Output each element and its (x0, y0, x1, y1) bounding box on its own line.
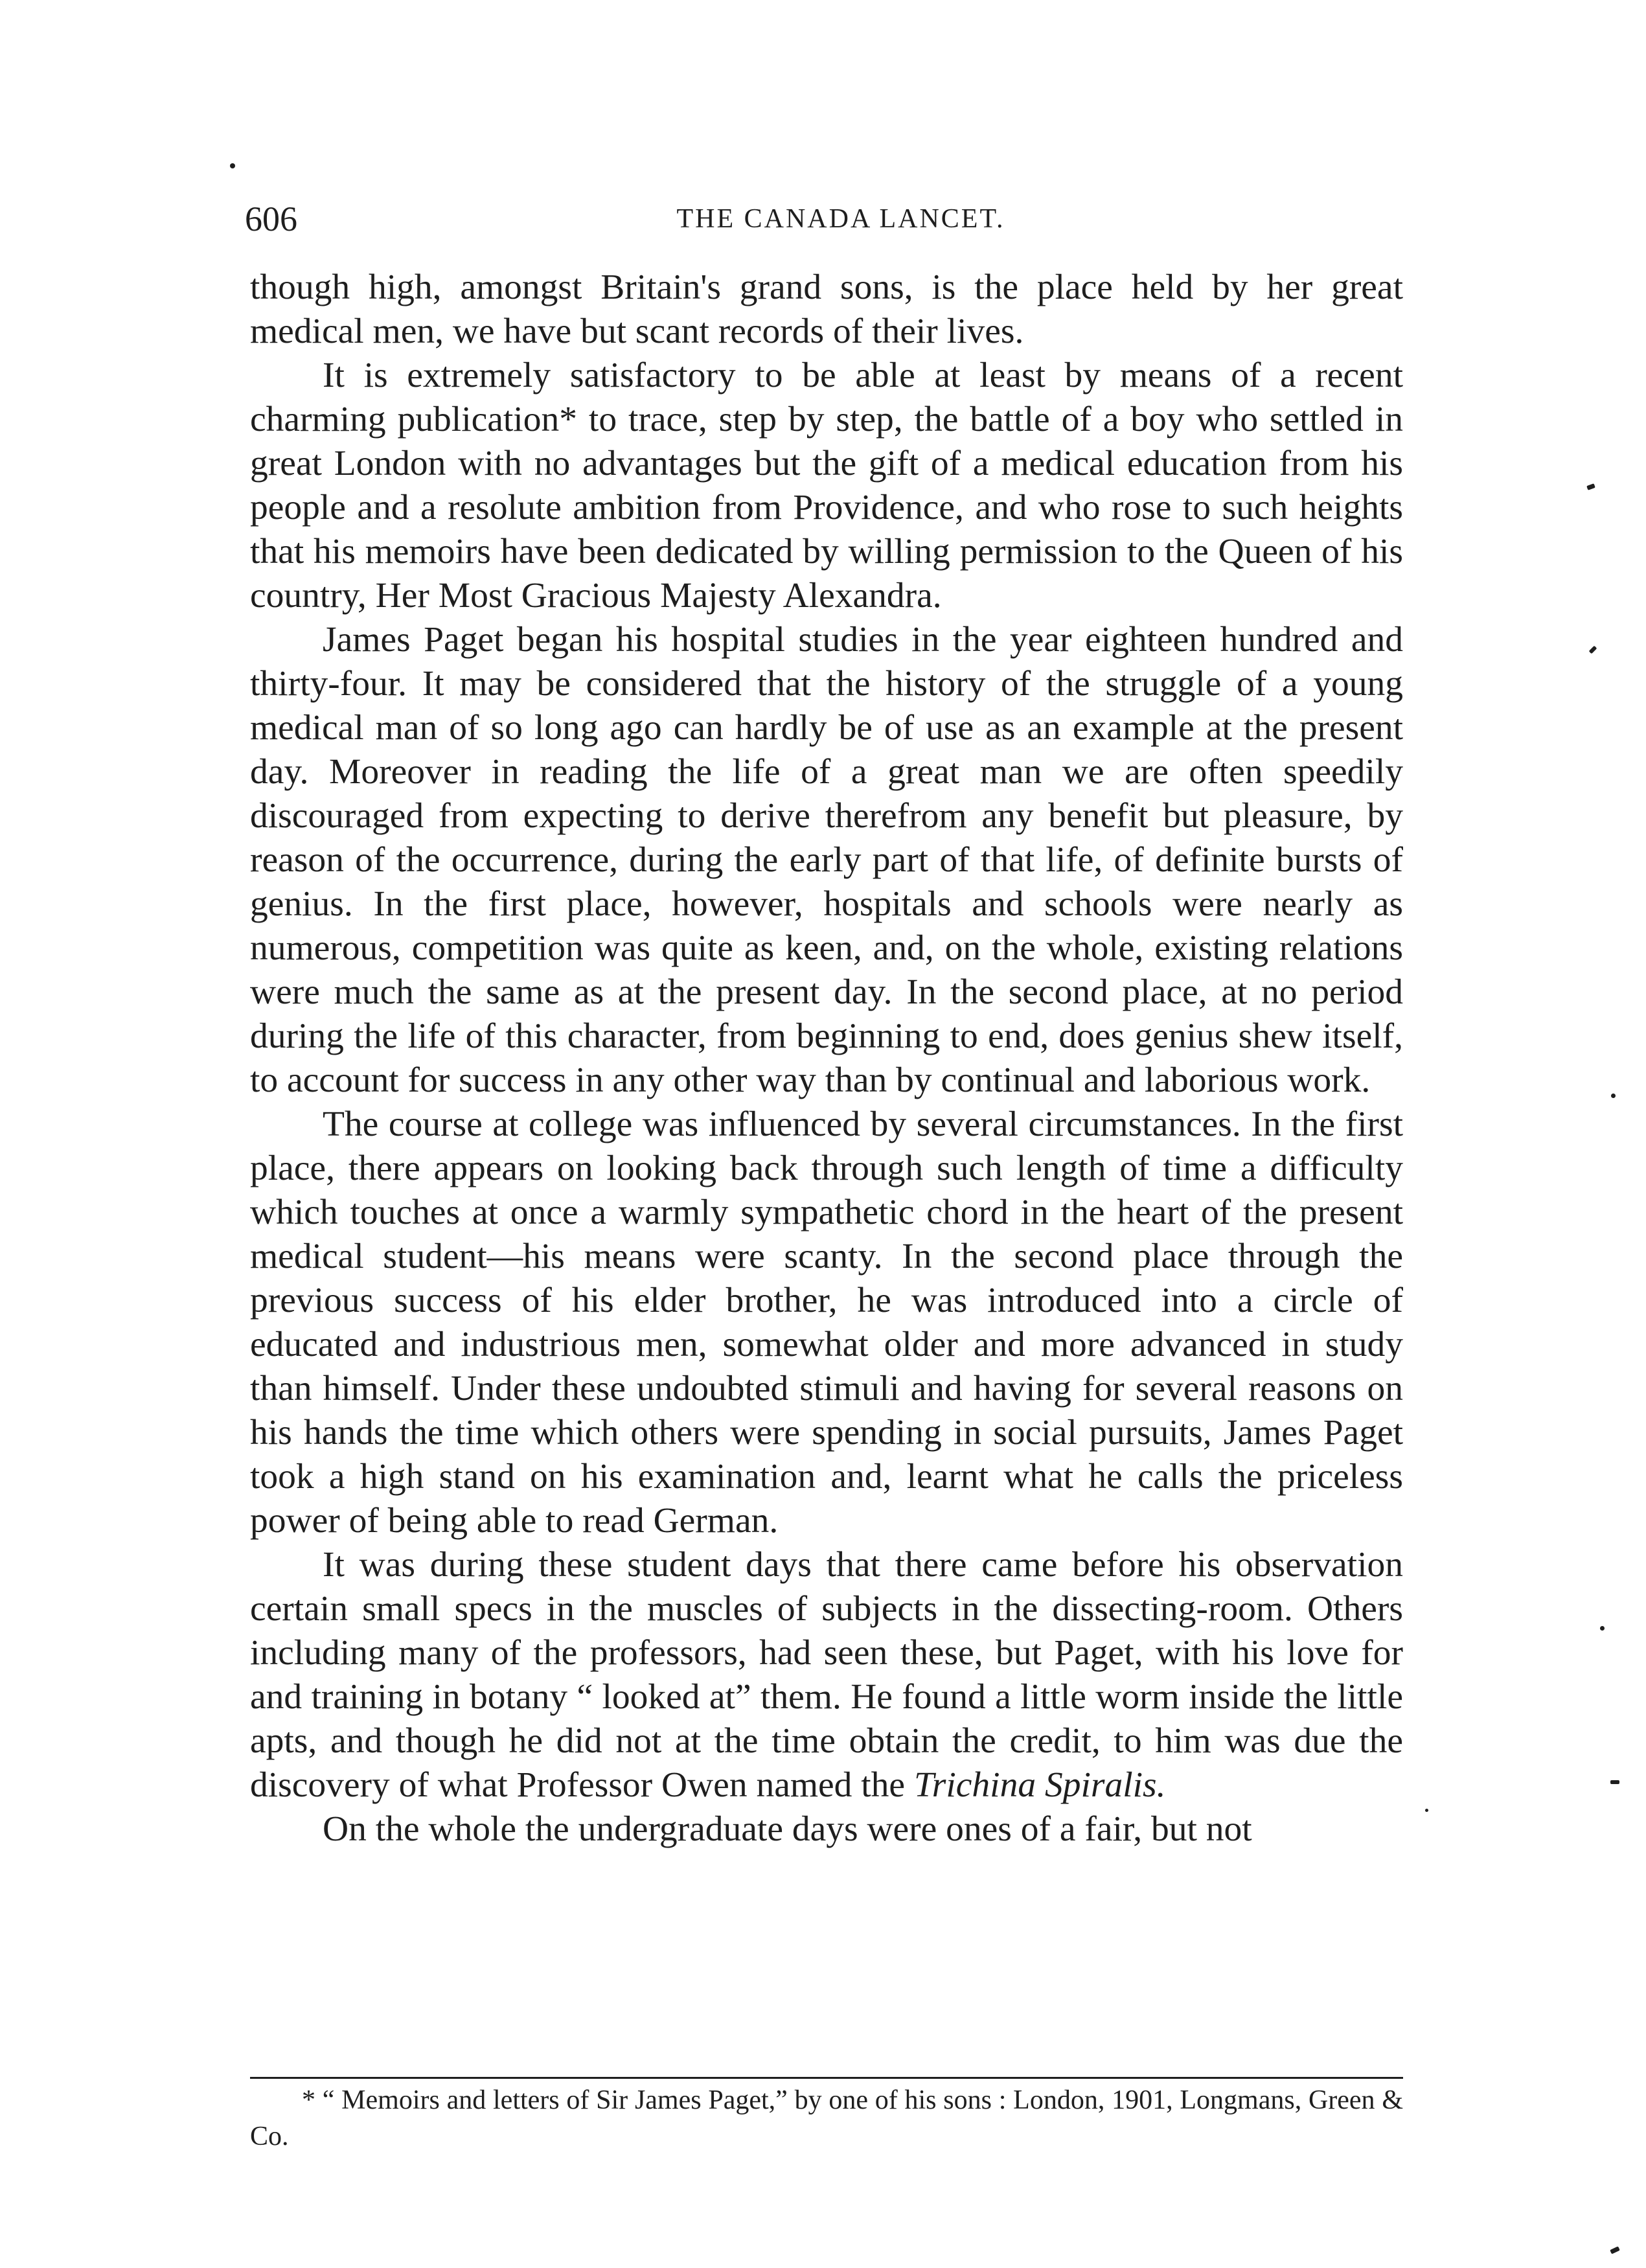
margin-dot (230, 163, 235, 168)
margin-dot (1611, 1094, 1616, 1098)
article-body (250, 266, 1403, 1851)
paragraph-trichina-discovery (250, 1543, 1403, 1807)
footnote (250, 2082, 1403, 2155)
paragraph-hospital-studies: James Paget began his hospital studies in the year eighteen hundred and thirty-four. It may be considered that the history of the struggle of a young medical man of so long ago can hardly be of use as an example at the present day. Moreover in reading the life of a great man we are often speedily discouraged from expecting to derive therefrom any benefit but pleasure, by reason of the occurrence, during the early part of that life, of definite bursts of genius. In the first place, however, hospitals and schools were nearly as numerous, competition was quite as keen, and, on the whole, existing relations were much the same as at the present day. In the second place, at no period during the life of this character, from beginning to end, does genius shew itself, to account for success in any other way than by continual and laborious work. (250, 620, 1403, 1100)
page-number: 606 (245, 200, 297, 238)
running-title: THE CANADA LANCET. (676, 204, 1005, 234)
margin-mark (1589, 646, 1597, 654)
paragraph-trichina-text: It was during these student days that there came before his observation certain small specs in the muscles of subjects in the dissecting-room. Others including many of the professors, had seen these, but Paget, with his love for and training in botany “ looked at” them. He found a little worm inside the little apts, and though he did not at the time obtain the credit, to him was due the discovery of what Professor Owen named the (250, 1545, 1403, 1805)
paragraph-publication: It is extremely satisfactory to be able at least by means of a recent charming publication* to trace, step by step, the battle of a boy who settled in great London with no advantages but the gift of a medical education from his people and a resolute ambition from Providence, and who rose to such heights that his memoirs have been dedicated by willing permission to the Queen of his country, Her Most Gracious Majesty Alexandra. (250, 356, 1403, 615)
page-header (245, 193, 1398, 245)
species-name: Trichina Spiralis. (913, 1765, 1166, 1805)
margin-dot (1600, 1626, 1605, 1631)
paragraph-college-course: The course at college was influenced by several circumstances. In the first place, there appears on looking back through such length of time a difficulty which touches at once a warmly sympathetic chord in the heart of the present medical student—his means were scanty. In the second place through the previous success of his elder brother, he was introduced into a circle of educated and industrious men, somewhat older and more advanced in study than himself. Under these undoubted stimuli and having for several reasons on his hands the time which others were spending in social pursuits, James Paget took a high stand on his examination and, learnt what he calls the priceless power of being able to read German. (250, 1105, 1403, 1541)
margin-mark (1610, 2246, 1620, 2254)
margin-mark (1586, 483, 1595, 490)
paragraph-undergraduate-days: On the whole the undergraduate days were ones of a fair, but not (323, 1809, 1252, 1849)
footnote-text: * “ Memoirs and letters of Sir James Paget,” by one of his sons : London, 1901, Longmans, Green & Co. (250, 2085, 1403, 2151)
footnote-rule (250, 2077, 1403, 2079)
margin-dot (1425, 1809, 1428, 1812)
paragraph-continued: though high, amongst Britain's grand sons, is the place held by her great medical men, we have but scant records of their lives. (250, 268, 1403, 351)
margin-mark (1610, 1780, 1619, 1784)
